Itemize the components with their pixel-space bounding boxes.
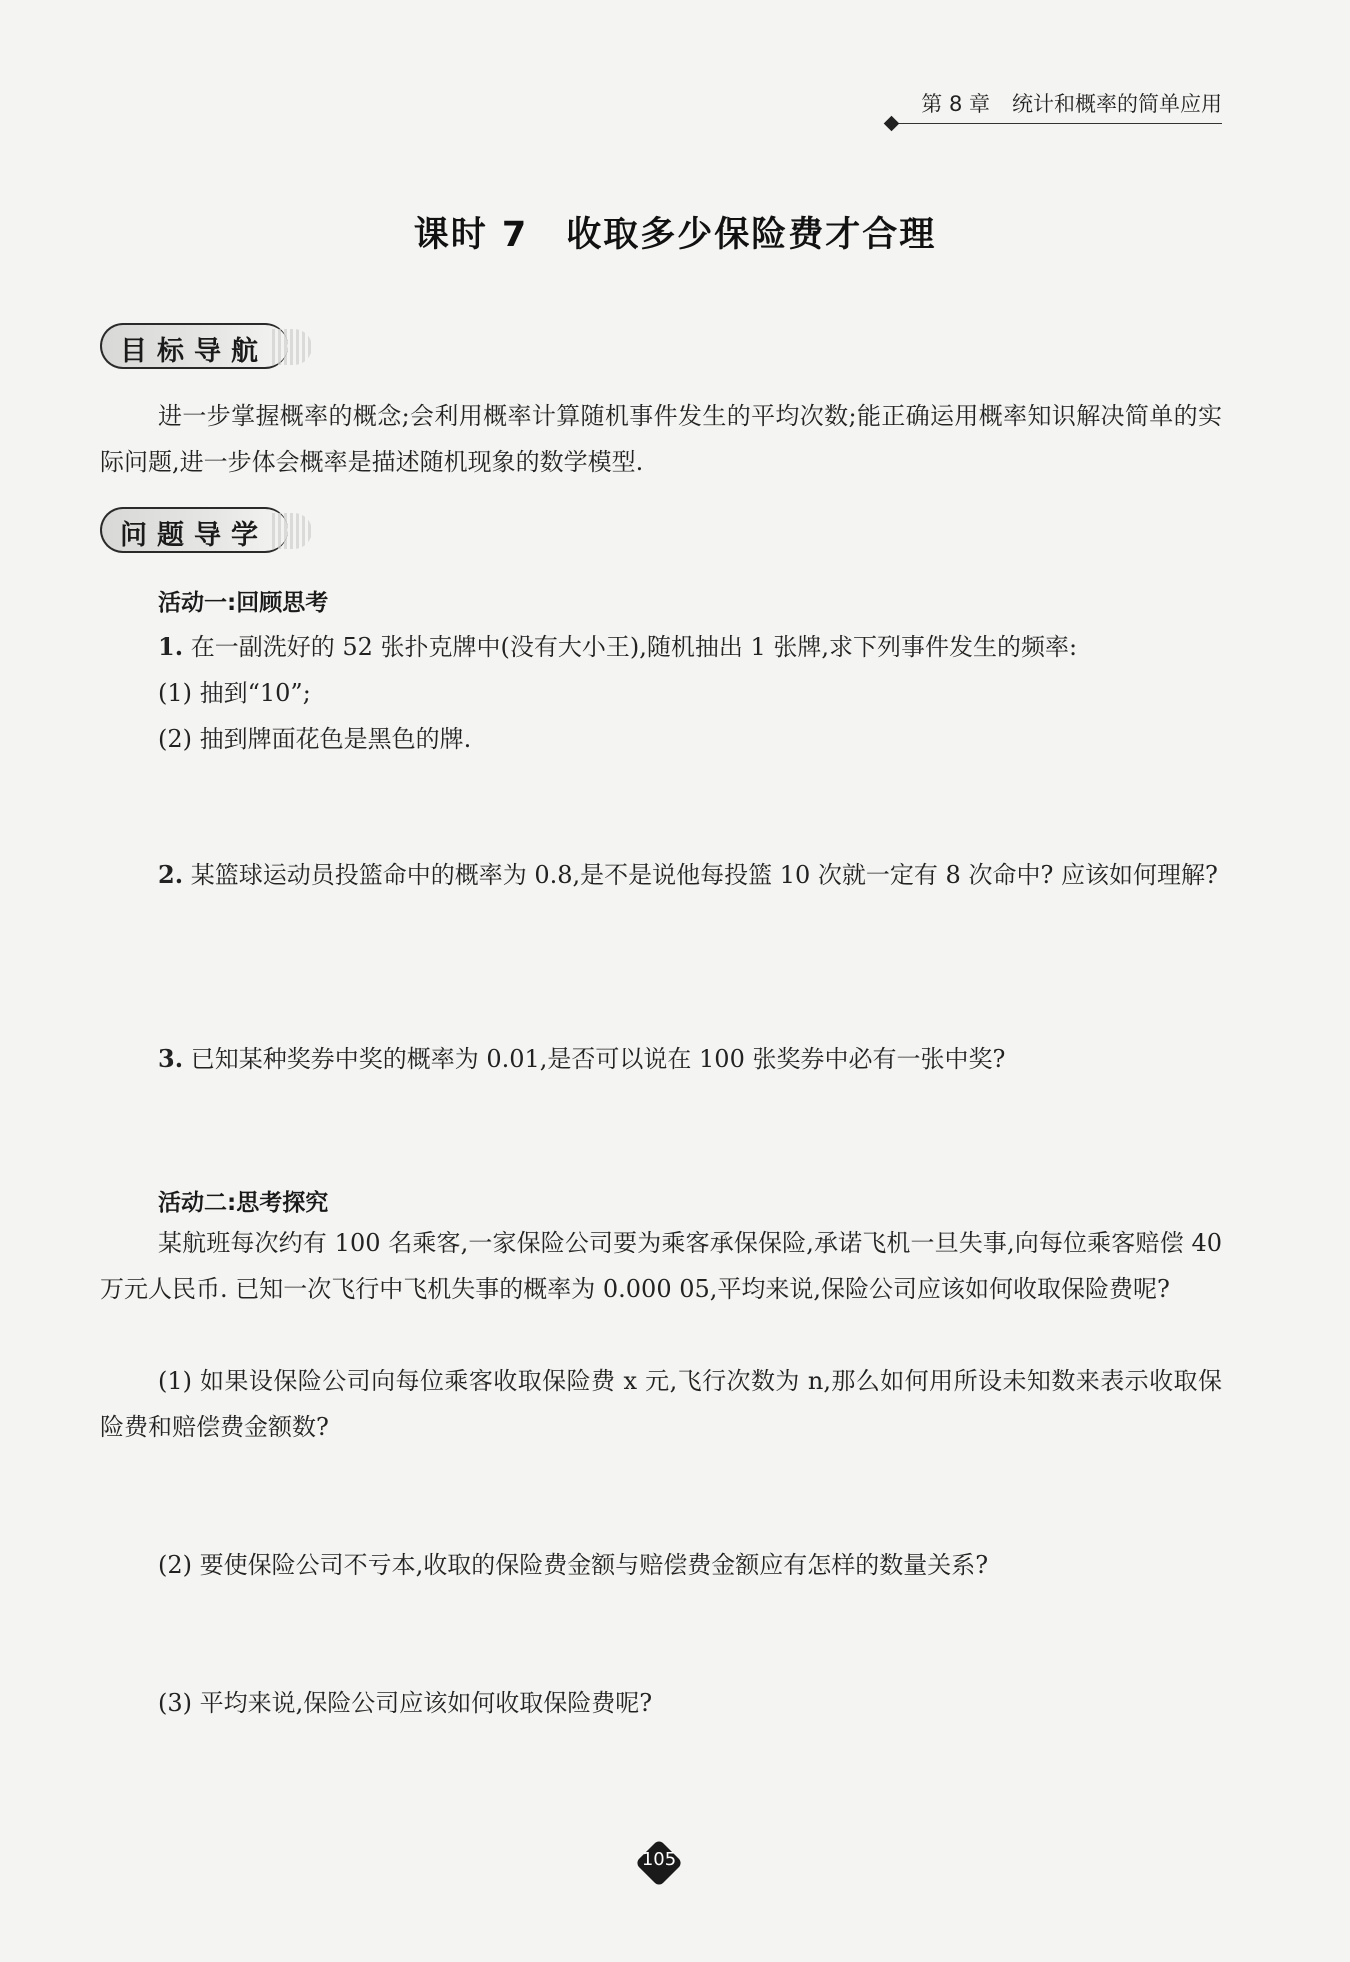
question-3	[100, 1036, 1222, 1082]
question-2	[100, 852, 1222, 898]
section-badge-goals-label: 目标导航	[120, 336, 268, 367]
question-3-number: 3.	[158, 1044, 184, 1073]
question-1	[100, 624, 1222, 670]
activity2-sub-1: (1) 如果设保险公司向每位乘客收取保险费 x 元,飞行次数为 n,那么如何用所设未知数来表示收取保险费和赔偿费金额数?	[100, 1367, 1222, 1441]
activity2-intro: 某航班每次约有 100 名乘客,一家保险公司要为乘客承保保险,承诺飞机一旦失事,向每位乘客赔偿 40 万元人民币. 已知一次飞行中飞机失事的概率为 0.000 05,平均来说,保险公司应该如何收取保险费呢?	[100, 1229, 1222, 1303]
question-1-sub-1: (1) 抽到“10”;	[158, 679, 311, 707]
section-badge-guide-label: 问题导学	[120, 520, 268, 551]
activity2-heading: 活动二:思考探究	[158, 1190, 329, 1216]
page-number: 105	[641, 1849, 677, 1870]
diamond-icon	[884, 116, 900, 132]
question-3-text: 已知某种奖券中奖的概率为 0.01,是否可以说在 100 张奖券中必有一张中奖?	[190, 1045, 1006, 1073]
question-2-number: 2.	[158, 860, 184, 889]
lesson-title	[0, 207, 1350, 257]
goals-text: 进一步掌握概率的概念;会利用概率计算随机事件发生的平均次数;能正确运用概率知识解决简单的实际问题,进一步体会概率是描述随机现象的数学模型.	[100, 402, 1222, 476]
header-rule	[892, 123, 1222, 125]
activity2-sub-3: (3) 平均来说,保险公司应该如何收取保险费呢?	[158, 1689, 653, 1717]
question-1-text: 在一副洗好的 52 张扑克牌中(没有大小王),随机抽出 1 张牌,求下列事件发生的频率:	[190, 633, 1078, 661]
section-badge-guide	[100, 507, 288, 553]
question-1-sub-2: (2) 抽到牌面花色是黑色的牌.	[158, 725, 472, 753]
chapter-title: 统计和概率的简单应用	[1012, 92, 1222, 116]
activity2-sub-2: (2) 要使保险公司不亏本,收取的保险费金额与赔偿费金额应有怎样的数量关系?	[158, 1551, 989, 1579]
page-number-badge	[636, 1840, 682, 1886]
lesson-number: 课时 7	[413, 215, 529, 255]
lesson-title-text: 收取多少保险费才合理	[566, 215, 937, 255]
section-badge-goals	[100, 323, 288, 369]
activity1-heading: 活动一:回顾思考	[158, 590, 329, 616]
question-1-number: 1.	[158, 632, 184, 661]
chapter-number: 第 8 章	[921, 92, 990, 116]
running-header	[892, 88, 1222, 118]
question-2-text: 某篮球运动员投篮命中的概率为 0.8,是不是说他每投篮 10 次就一定有 8 次命中? 应该如何理解?	[190, 861, 1218, 889]
